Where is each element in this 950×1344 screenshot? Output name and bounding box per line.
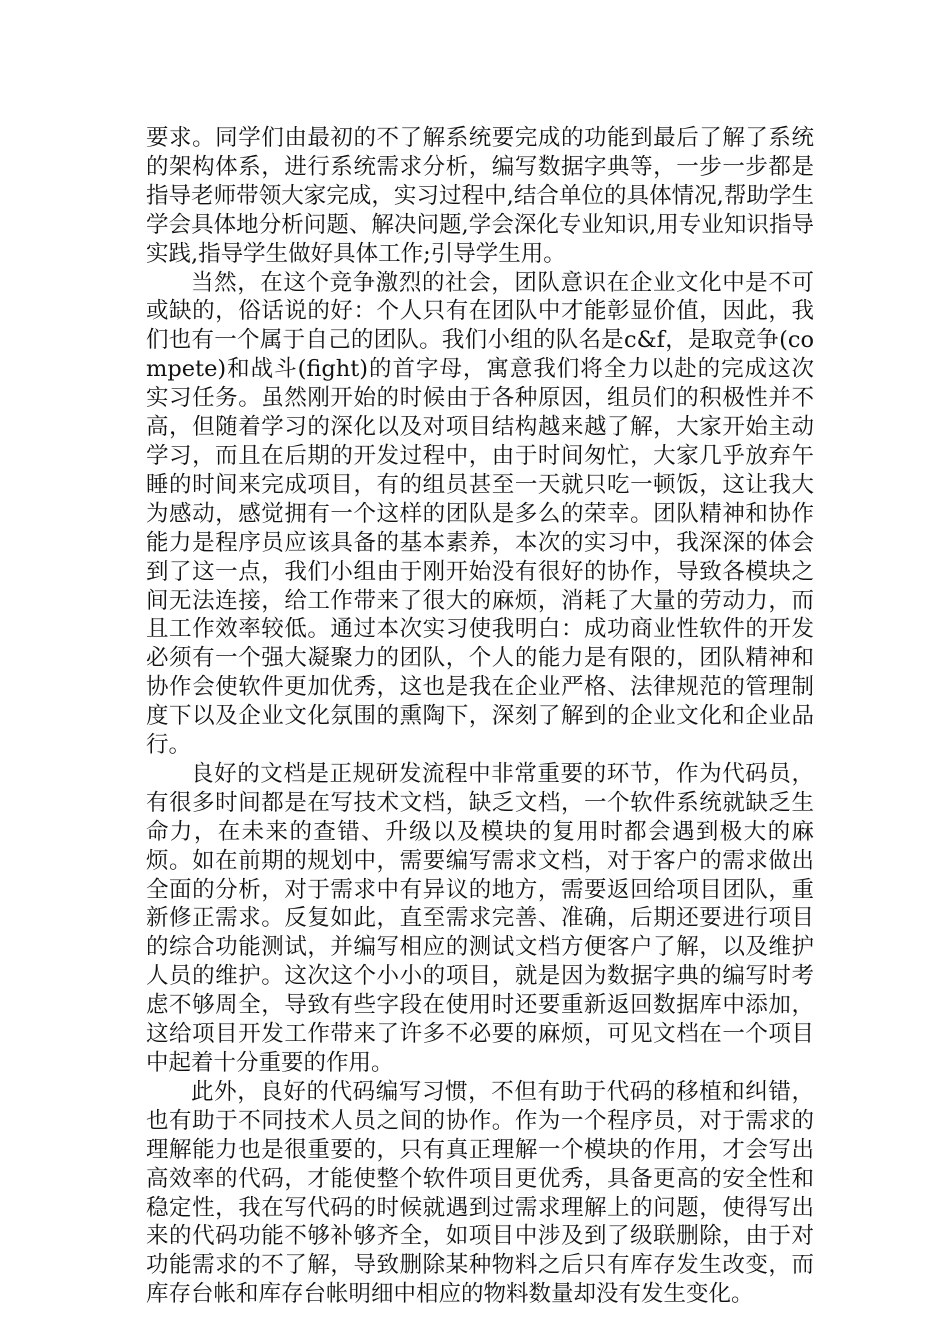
paragraph-2: 当然，在这个竞争激烈的社会，团队意识在企业文化中是不可或缺的，俗话说的好：个人只有在团队中才能彰显价值，因此，我们也有一个属于自己的团队。我们小组的队名是c&f，是取竞争(compete)和战斗(fight)的首字母，寓意我们将全力以赴的完成这次实习任务。虽然刚开始的时候由于各种原因，组员们的积极性并不高，但随着学习的深化以及对项目结构越来越了解，大家开始主动学习，而且在后期的开发过程中，由于时间匆忙，大家几乎放弃午睡的时间来完成项目，有的组员甚至一天就只吃一顿饭，这让我大为感动，感觉拥有一个这样的团队是多么的荣幸。团队精神和协作能力是程序员应该具备的基本素养，本次的实习中，我深深的体会到了这一点，我们小组由于刚开始没有很好的协作，导致各模块之间无法连接，给工作带来了很大的麻烦，消耗了大量的劳动力，而且工作效率较低。通过本次实习使我明白：成功商业性软件的开发必须有一个强大凝聚力的团队，个人的能力是有限的，团队精神和协作会使软件更加优秀，这也是我在企业严格、法律规范的管理制度下以及企业文化氛围的熏陶下，深刻了解到的企业文化和企业品行。: [146, 269, 814, 759]
paragraph-4: 此外，良好的代码编写习惯，不但有助于代码的移植和纠错，也有助于不同技术人员之间的协作。作为一个程序员，对于需求的理解能力也是很重要的，只有真正理解一个模块的作用，才会写出高效率的代码，才能使整个软件项目更优秀，具备更高的安全性和稳定性，我在写代码的时候就遇到过需求理解上的问题，使得写出来的代码功能不够补够齐全，如项目中涉及到了级联删除，由于对功能需求的不了解，导致删除某种物料之后只有库存发生改变，而库存台帐和库存台帐明细中相应的物料数量却没有发生变化。: [146, 1078, 814, 1308]
document-body: [146, 124, 814, 1309]
paragraph-1: 要求。同学们由最初的不了解系统要完成的功能到最后了解了系统的架构体系，进行系统需求分析，编写数据字典等，一步一步都是指导老师带领大家完成，实习过程中,结合单位的具体情况,帮助学生学会具体地分析问题、解决问题,学会深化专业知识,用专业知识指导实践,指导学生做好具体工作;引导学生用。: [146, 125, 814, 267]
paragraph-3: 良好的文档是正规研发流程中非常重要的环节，作为代码员，有很多时间都是在写技术文档，缺乏文档，一个软件系统就缺乏生命力，在未来的查错、升级以及模块的复用时都会遇到极大的麻烦。如在前期的规划中，需要编写需求文档，对于客户的需求做出全面的分析，对于需求中有异议的地方，需要返回给项目团队，重新修正需求。反复如此，直至需求完善、准确，后期还要进行项目的综合功能测试，并编写相应的测试文档方便客户了解，以及维护人员的维护。这次这个小小的项目，就是因为数据字典的编写时考虑不够周全，导致有些字段在使用时还要重新返回数据库中添加，这给项目开发工作带来了许多不必要的麻烦，可见文档在一个项目中起着十分重要的作用。: [146, 760, 814, 1076]
